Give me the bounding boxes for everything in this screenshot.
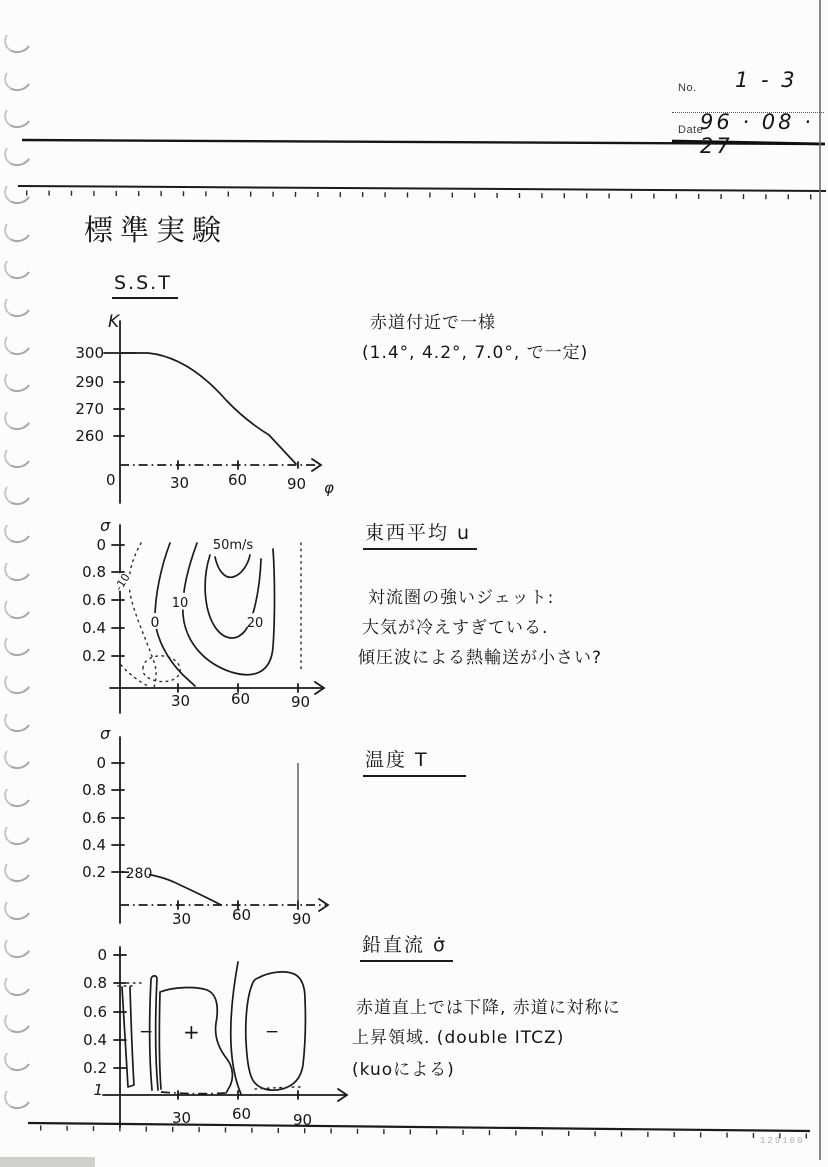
top-ruler-line <box>18 186 826 191</box>
sst-xlabel-phi: φ <box>324 479 334 497</box>
t-ytick-04: 0.4 <box>82 836 106 854</box>
sst-ytick-260: 260 <box>75 427 104 445</box>
u-label-0: 0 <box>150 615 160 631</box>
t-xtick-30: 30 <box>172 910 192 928</box>
u-contour-50 <box>215 555 250 577</box>
sst-ytick-290: 290 <box>75 373 104 391</box>
u-note-1: 対流圏の強いジェット: <box>368 588 555 608</box>
w-ytick-04: 0.4 <box>83 1031 107 1049</box>
heading-vertical-flow: 鉛直流 σ̇ <box>360 930 453 962</box>
w-label-plus: + <box>183 1020 200 1044</box>
u-ytick-04: 0.4 <box>82 619 106 637</box>
chart-sst <box>58 305 358 510</box>
t-label-280: 280 <box>125 866 153 882</box>
t-ytick-06: 0.6 <box>82 809 106 827</box>
chart-temperature <box>58 725 358 930</box>
w-note-1: 赤道直上では下降, 赤道に対称に <box>356 998 621 1018</box>
u-contour-neg-corner <box>121 665 148 686</box>
w-xtick-90: 90 <box>293 1111 313 1129</box>
t-y-ticks <box>112 763 124 872</box>
u-xtick-90: 90 <box>291 693 311 711</box>
heading-sst: S.S.T <box>112 272 178 299</box>
w-ytick-02: 0.2 <box>83 1059 107 1077</box>
date-label: Date <box>678 124 704 136</box>
u-ytick-02: 0.2 <box>82 647 106 665</box>
scan-edge-shadow <box>0 1157 95 1167</box>
sst-note-1: 赤道付近で一様 <box>370 313 496 333</box>
sst-xtick-60: 60 <box>228 471 248 489</box>
w-label-minus-2: − <box>265 1022 280 1042</box>
u-y-ticks <box>112 545 124 656</box>
w-xtick-30: 30 <box>172 1109 192 1127</box>
t-ytick-08: 0.8 <box>82 781 106 799</box>
heading-zonal-u: 東西平均 u <box>363 518 477 550</box>
footer-code: 129160 <box>760 1136 805 1146</box>
u-label-neg10: -10 <box>112 571 133 594</box>
t-ytick-02: 0.2 <box>82 863 106 881</box>
w-ytick-06: 0.6 <box>83 1003 107 1021</box>
sst-xtick-0: 0 <box>106 471 116 489</box>
sst-curve <box>121 353 296 464</box>
w-ytick-1: 1 <box>93 1081 103 1099</box>
w-ytick-08: 0.8 <box>83 974 107 992</box>
u-note-2: 大気が冷えすぎている. <box>362 618 549 638</box>
date-value: 96 · 08 · 27 <box>700 110 814 158</box>
t-xtick-90: 90 <box>292 910 312 928</box>
u-xtick-60: 60 <box>231 690 251 708</box>
sst-ytick-300: 300 <box>75 344 104 362</box>
chart-vertical-flow <box>55 935 385 1147</box>
w-note-2: 上昇領域. (double ITCZ) <box>352 1028 565 1048</box>
w-label-minus-1: − <box>139 1022 154 1042</box>
u-note-3: 傾圧波による熱輸送が小さい? <box>358 648 603 668</box>
w-region-plus-bottom <box>161 1092 225 1094</box>
u-ytick-06: 0.6 <box>82 591 106 609</box>
chart-zonal-u <box>58 515 358 720</box>
u-ytick-08: 0.8 <box>82 563 106 581</box>
u-contour-0 <box>155 543 195 686</box>
w-sliver-left <box>122 987 134 1087</box>
top-ruler-ticks <box>26 193 826 197</box>
u-label-10: 10 <box>171 596 189 611</box>
u-label-20: 20 <box>246 616 264 631</box>
page-title: 標準実験 <box>84 213 229 247</box>
sst-xtick-90: 90 <box>287 475 307 493</box>
heading-temperature: 温度 T <box>363 745 466 777</box>
w-xtick-60: 60 <box>232 1105 252 1123</box>
u-label-50ms: 50m/s <box>212 538 254 553</box>
t-xtick-60: 60 <box>232 906 252 924</box>
u-contour-neg-cell <box>143 656 180 682</box>
no-value: 1 - 3 <box>735 68 798 92</box>
u-ytick-0: 0 <box>96 536 106 554</box>
no-label: No. <box>678 82 697 94</box>
u-xtick-30: 30 <box>171 692 191 710</box>
w-note-3: (kuoによる) <box>352 1060 455 1080</box>
sst-ylabel: K <box>108 312 120 332</box>
u-ylabel-sigma: σ <box>100 516 111 535</box>
sst-ytick-270: 270 <box>75 400 104 418</box>
sst-xtick-30: 30 <box>170 474 190 492</box>
sst-note-2: (1.4°, 4.2°, 7.0°, で一定) <box>362 343 589 363</box>
t-ytick-0: 0 <box>96 754 106 772</box>
w-ytick-0: 0 <box>97 946 107 964</box>
t-ylabel-sigma: σ <box>100 725 111 743</box>
